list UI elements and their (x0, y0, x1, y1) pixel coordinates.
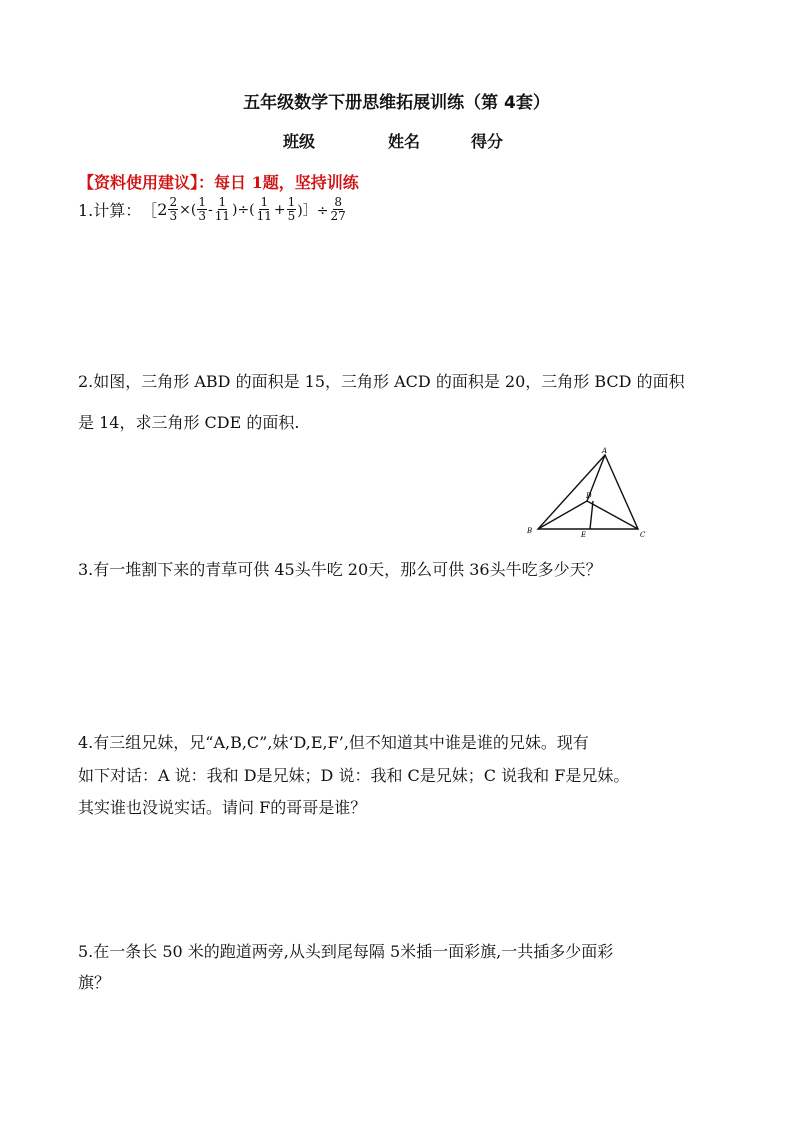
label-d: D (586, 492, 592, 500)
q1-fraction-5: $\frac{1}{5}$ (287, 195, 296, 223)
q1-fraction-6: $\frac{8}{27}$ (330, 195, 346, 223)
question-5-line-2: 旗？ (78, 973, 111, 992)
question-4-line-1: 4.有三组兄妹，兄“A,B,C”,妹‘D,E,F’,但不知道其中谁是谁的兄妹。现有 (78, 733, 589, 752)
q1-fraction-2: $\frac{1}{3}$ (198, 195, 206, 223)
question-4-line-3: 其实谁也没说实话。请问 F的哥哥是谁？ (78, 798, 367, 817)
question-2-line-2: 是 14，求三角形 CDE 的面积. (78, 413, 300, 432)
name-label: 姓名 (388, 132, 421, 151)
question-1 (78, 196, 348, 223)
label-c: C (640, 531, 646, 539)
q1-fraction-4: $\frac{1}{11}$ (256, 195, 272, 223)
q1-prefix: 1.计算： (78, 201, 142, 220)
q1-open-bracket: ［ (141, 201, 158, 220)
label-a: A (602, 447, 608, 455)
q1-fraction-1: $\frac{2}{3}$ (169, 195, 178, 223)
segment-bd (538, 501, 587, 529)
question-2-line-1: 2.如图，三角形 ABD 的面积是 15，三角形 ACD 的面积是 20，三角形 BCD 的面积 (78, 372, 685, 391)
score-label: 得分 (471, 132, 504, 151)
q1-minus: - (207, 201, 213, 218)
segment-de (590, 501, 593, 529)
question-5-line-1: 5.在一条长 50 米的跑道两旁,从头到尾每隔 5米插一面彩旗,一共插多少面彩 (78, 942, 614, 961)
class-label: 班级 (283, 132, 316, 151)
label-b: B (527, 527, 533, 535)
question-3: 3.有一堆割下来的青草可供 45头牛吃 20天，那么可供 36头牛吃多少天？ (78, 560, 602, 579)
usage-advice: 【资料使用建议】：每日 1题，坚持训练 (78, 173, 359, 192)
triangle-figure (520, 444, 660, 544)
page-title: 五年级数学下册思维拓展训练（第 4套） (243, 93, 550, 113)
question-4-line-2: 如下对话：A 说：我和 D是兄妹；D 说：我和 C是兄妹；C 说我和 F是兄妹。 (78, 766, 630, 785)
q1-whole: 2 (157, 200, 168, 219)
label-e: E (581, 531, 587, 539)
q1-times: ×( (179, 201, 197, 218)
q1-close: )］÷ (297, 202, 329, 219)
q1-plus: + (273, 201, 286, 218)
segment-dc (587, 501, 638, 529)
q1-divide: )÷( (231, 201, 255, 218)
q1-fraction-3: $\frac{1}{11}$ (214, 195, 230, 223)
